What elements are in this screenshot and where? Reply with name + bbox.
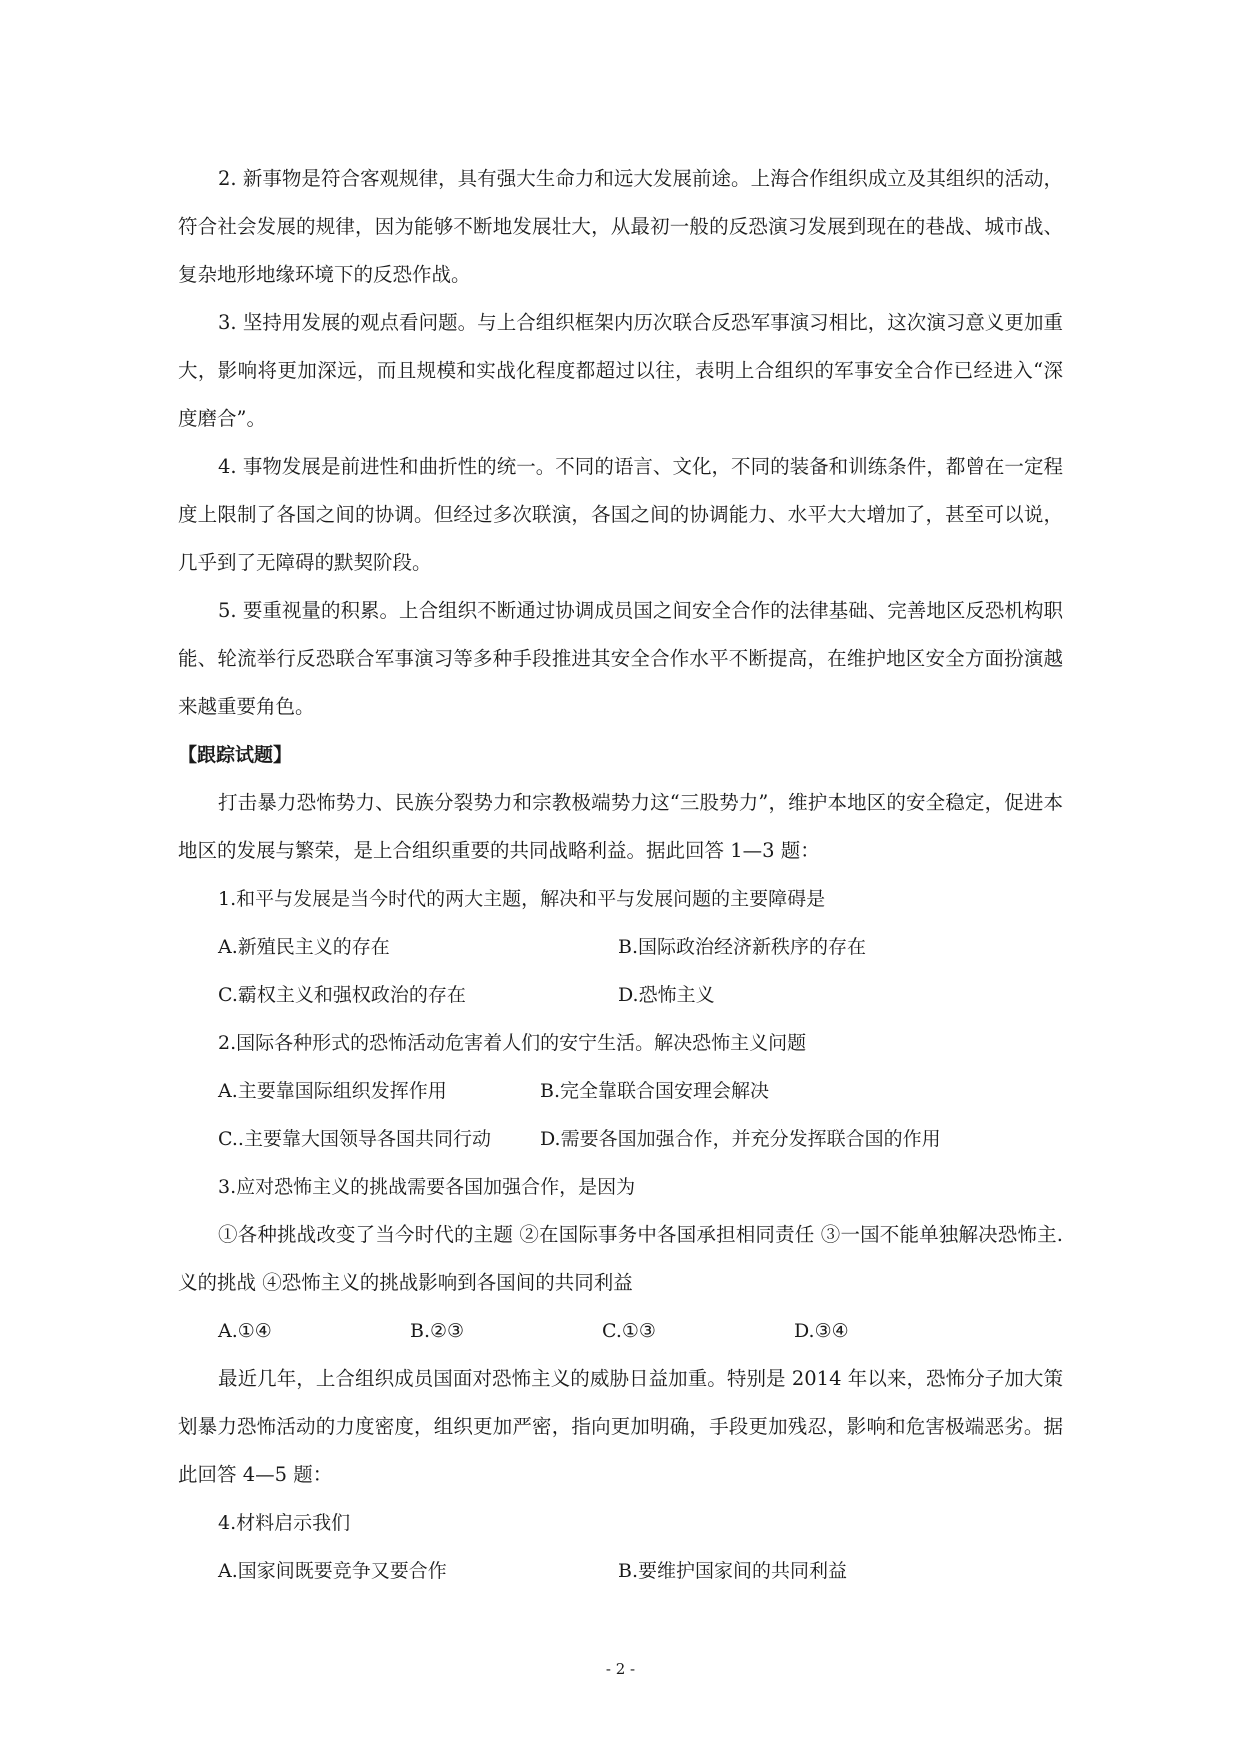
question-3-options (178, 1307, 1063, 1355)
q1-option-a: A.新殖民主义的存在 (218, 936, 390, 958)
q3-option-d: D.③④ (794, 1320, 849, 1342)
q1-option-d: D.恐怖主义 (618, 984, 715, 1006)
q4-option-a: A.国家间既要竞争又要合作 (218, 1560, 447, 1582)
paragraph-point-3: 3. 坚持用发展的观点看问题。与上合组织框架内历次联合反恐军事演习相比，这次演习意义更加重大，影响将更加深远，而且规模和实战化程度都超过以往，表明上合组织的军事安全合作已经进入“深度磨合”。 (178, 311, 1063, 430)
question-1-stem: 1.和平与发展是当今时代的两大主题，解决和平与发展问题的主要障碍是 (218, 888, 826, 910)
question-3-statements: ①各种挑战改变了当今时代的主题 ②在国际事务中各国承担相同责任 ③一国不能单独解决恐怖主.义的挑战 ④恐怖主义的挑战影响到各国间的共同利益 (178, 1223, 1063, 1294)
q4-option-b: B.要维护国家间的共同利益 (618, 1560, 848, 1582)
q2-option-c: C..主要靠大国领导各国共同行动 (218, 1128, 491, 1150)
question-1-options-row-2 (178, 971, 1063, 1019)
page-number: - 2 - (605, 1660, 636, 1678)
paragraph-point-4: 4. 事物发展是前进性和曲折性的统一。不同的语言、文化，不同的装备和训练条件，都曾在一定程度上限制了各国之间的协调。但经过多次联演，各国之间的协调能力、水平大大增加了，甚至可以说，几乎到了无障碍的默契阶段。 (178, 455, 1063, 574)
question-3-stem: 3.应对恐怖主义的挑战需要各国加强合作，是因为 (218, 1176, 636, 1198)
q3-option-a: A.①④ (218, 1320, 272, 1342)
q1-option-c: C.霸权主义和强权政治的存在 (218, 984, 466, 1006)
section-heading: 【跟踪试题】 (178, 744, 293, 766)
q3-option-b: B.②③ (410, 1320, 465, 1342)
paragraph-point-2: 2. 新事物是符合客观规律，具有强大生命力和远大发展前途。上海合作组织成立及其组织的活动，符合社会发展的规律，因为能够不断地发展壮大，从最初一般的反恐演习发展到现在的巷战、城市战、复杂地形地缘环境下的反恐作战。 (178, 167, 1063, 286)
intro-paragraph-1: 打击暴力恐怖势力、民族分裂势力和宗教极端势力这“三股势力”，维护本地区的安全稳定，促进本地区的发展与繁荣，是上合组织重要的共同战略利益。据此回答 1—3 题： (178, 791, 1063, 862)
q2-option-b: B.完全靠联合国安理会解决 (540, 1080, 770, 1102)
q2-option-a: A.主要靠国际组织发挥作用 (218, 1080, 447, 1102)
intro-paragraph-2: 最近几年，上合组织成员国面对恐怖主义的威胁日益加重。特别是 2014 年以来，恐怖分子加大策划暴力恐怖活动的力度密度，组织更加严密，指向更加明确，手段更加残忍，影响和危害极端恶劣。据此回答 4—5 题： (178, 1367, 1063, 1486)
question-1-options-row-1 (178, 923, 1063, 971)
paragraph-point-5: 5. 要重视量的积累。上合组织不断通过协调成员国之间安全合作的法律基础、完善地区反恐机构职能、轮流举行反恐联合军事演习等多种手段推进其安全合作水平不断提高，在维护地区安全方面扮演越来越重要角色。 (178, 599, 1063, 718)
question-4-options-row-1 (178, 1547, 1063, 1595)
question-2-stem: 2.国际各种形式的恐怖活动危害着人们的安宁生活。解决恐怖主义问题 (218, 1032, 807, 1054)
page-content (178, 155, 1063, 1595)
q2-option-d: D.需要各国加强合作，并充分发挥联合国的作用 (540, 1128, 941, 1150)
q3-option-c: C.①③ (602, 1320, 656, 1342)
q1-option-b: B.国际政治经济新秩序的存在 (618, 936, 867, 958)
question-2-options-row-1 (178, 1067, 1063, 1115)
question-2-options-row-2 (178, 1115, 1063, 1163)
question-4-stem: 4.材料启示我们 (218, 1512, 351, 1534)
